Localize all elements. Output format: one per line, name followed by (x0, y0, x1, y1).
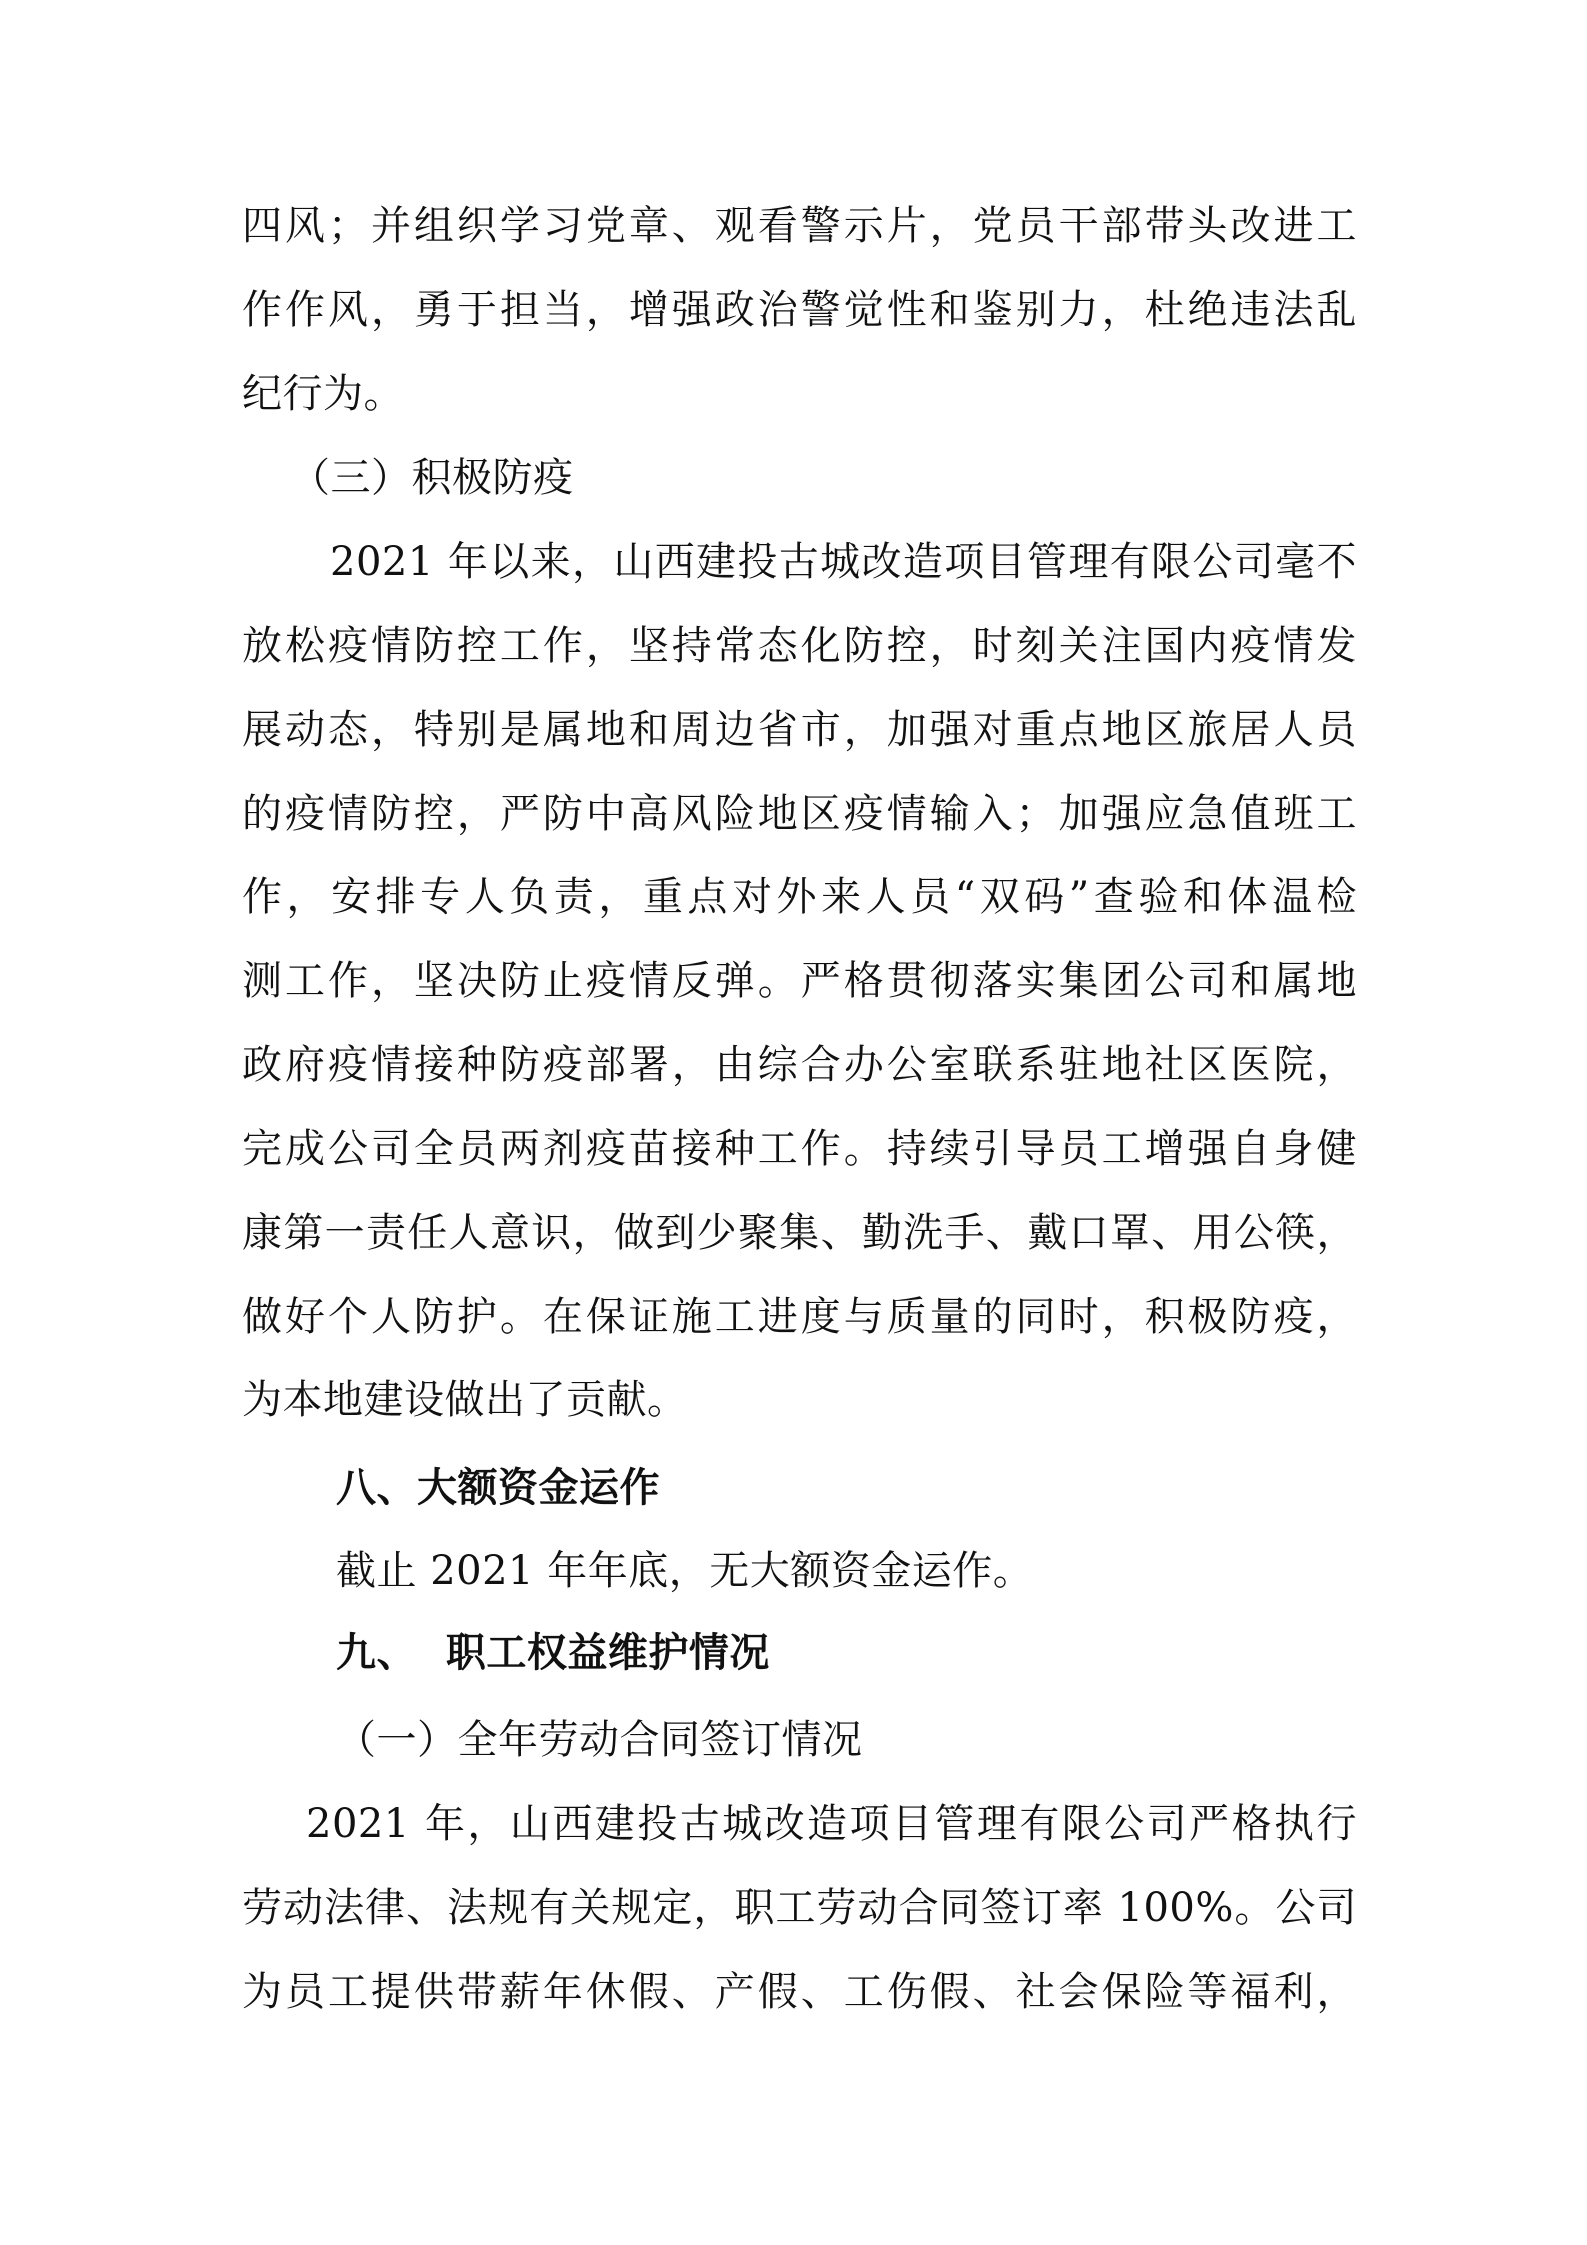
paragraph-line: 四风；并组织学习党章、观看警示片，党员干部带头改进工 (242, 203, 1357, 249)
paragraph-line: 作，安排专人负责，重点对外来人员“双码”查验和体温检 (242, 874, 1357, 920)
paragraph-line: 的疫情防控，严防中高风险地区疫情输入；加强应急值班工 (242, 791, 1357, 837)
paragraph-line: 政府疫情接种防疫部署，由综合办公室联系驻地社区医院， (242, 1042, 1357, 1088)
paragraph-line: 康第一责任人意识，做到少聚集、勤洗手、戴口罩、用公筷， (242, 1210, 1357, 1256)
section-heading: 九、 职工权益维护情况 (336, 1630, 770, 1676)
paragraph-line: 劳动法律、法规有关规定，职工劳动合同签订率 100%。公司 (242, 1885, 1357, 1931)
paragraph-line: 截止 2021 年年底，无大额资金运作。 (336, 1548, 1034, 1594)
paragraph-line: 为本地建设做出了贡献。 (242, 1377, 688, 1423)
paragraph-line: 2021 年以来，山西建投古城改造项目管理有限公司毫不 (330, 539, 1357, 585)
paragraph-line: 测工作，坚决防止疫情反弹。严格贯彻落实集团公司和属地 (242, 958, 1357, 1004)
paragraph-line: 作作风，勇于担当，增强政治警觉性和鉴别力，杜绝违法乱 (242, 287, 1357, 333)
paragraph-line: 展动态，特别是属地和周边省市，加强对重点地区旅居人员 (242, 707, 1357, 753)
paragraph-line: 做好个人防护。在保证施工进度与质量的同时，积极防疫， (242, 1294, 1357, 1340)
paragraph-line: 纪行为。 (242, 371, 404, 417)
paragraph-line: 为员工提供带薪年休假、产假、工伤假、社会保险等福利， (242, 1969, 1357, 2015)
section-heading: 八、大额资金运作 (336, 1465, 660, 1511)
paragraph-line: 2021 年，山西建投古城改造项目管理有限公司严格执行 (306, 1801, 1357, 1847)
section-subheading: （一）全年劳动合同签订情况 (336, 1717, 863, 1763)
paragraph-line: 完成公司全员两剂疫苗接种工作。持续引导员工增强自身健 (242, 1126, 1357, 1172)
section-subheading: （三）积极防疫 (290, 455, 574, 501)
paragraph-line: 放松疫情防控工作，坚持常态化防控，时刻关注国内疫情发 (242, 623, 1357, 669)
